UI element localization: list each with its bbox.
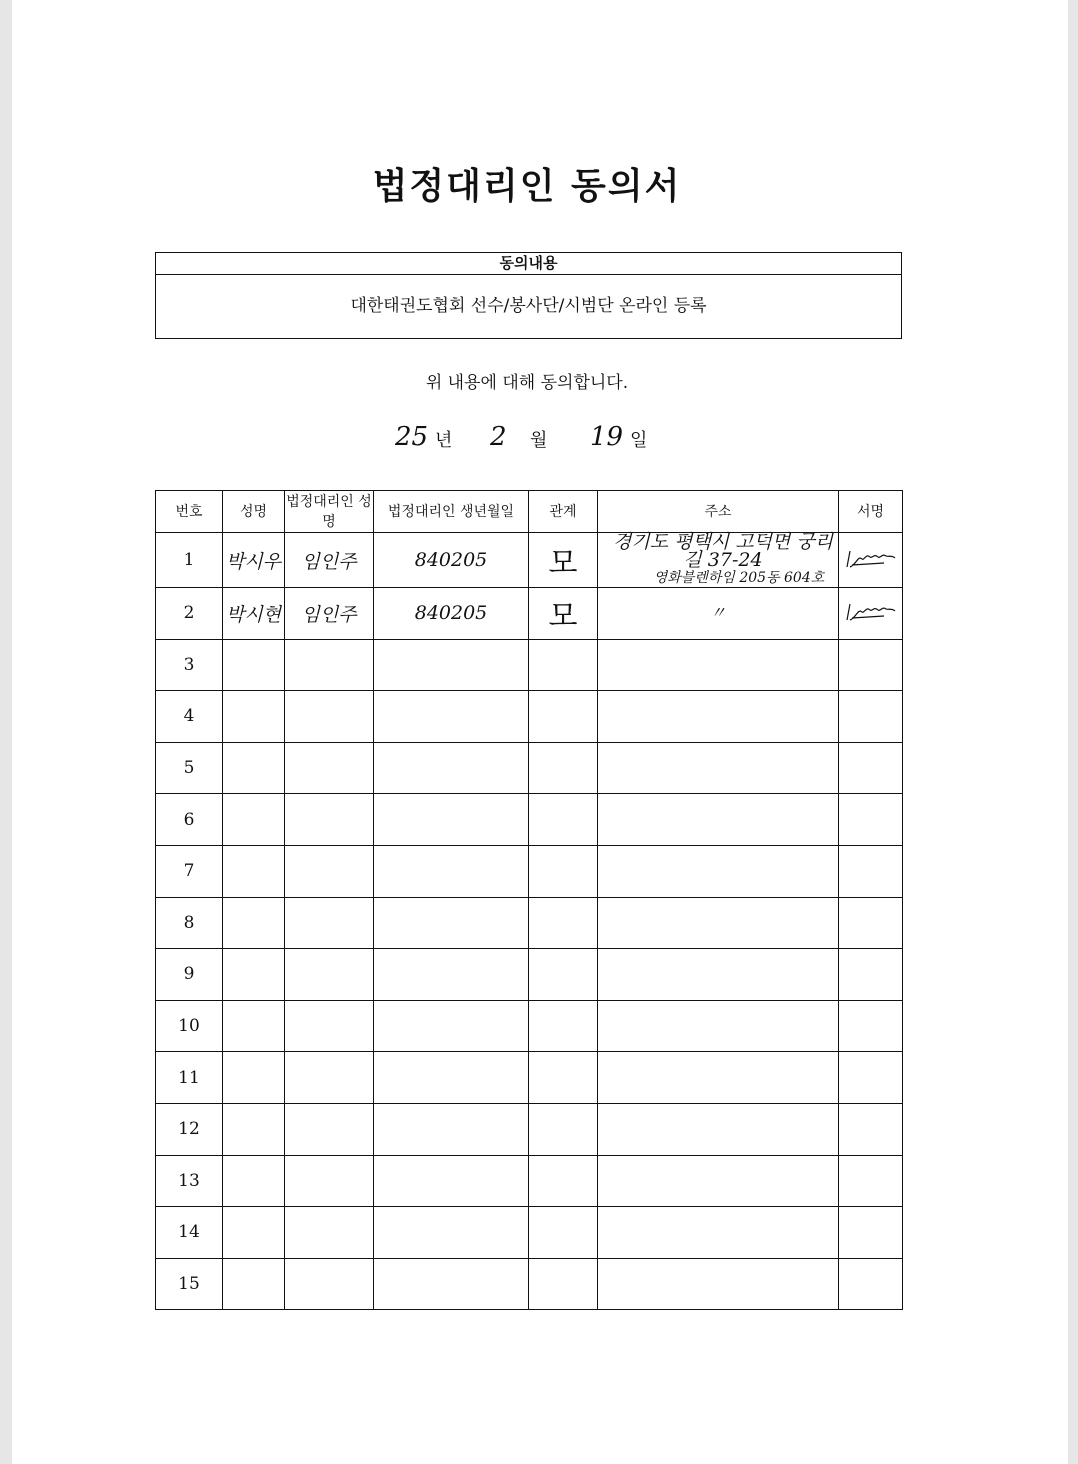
cell-number (156, 639, 223, 691)
cell-relation (529, 533, 598, 588)
cell-signature (839, 845, 903, 897)
row-number: 6 (183, 809, 195, 830)
cell-guardian-birth (374, 639, 529, 691)
table-row (156, 742, 903, 794)
cell-signature (839, 1000, 903, 1052)
cell-name (223, 897, 285, 949)
table-row (156, 845, 903, 897)
date-month: 2 (490, 422, 507, 452)
cell-number (156, 691, 223, 743)
cell-guardian-birth (374, 588, 529, 640)
cell-guardian-birth (374, 1207, 529, 1259)
cell-address (598, 794, 839, 846)
cell-number (156, 1258, 223, 1310)
cell-guardian-birth (374, 1258, 529, 1310)
row-number: 3 (183, 654, 195, 675)
address-line-2: 영화블렌하임 205동 604호 (653, 570, 825, 586)
cell-number (156, 949, 223, 1001)
cell-signature (839, 1207, 903, 1259)
row-number: 4 (183, 706, 195, 727)
cell-guardian-birth (374, 533, 529, 588)
cell-relation (529, 845, 598, 897)
cell-number (156, 794, 223, 846)
consent-body: 대한태권도협회 선수/봉사단/시범단 온라인 등록 (350, 296, 707, 316)
cell-signature (839, 742, 903, 794)
cell-number (156, 1207, 223, 1259)
row-number: 11 (178, 1067, 200, 1088)
table-row (156, 1258, 903, 1310)
header-name: 성명 (223, 491, 285, 533)
cell-signature (839, 639, 903, 691)
cell-address (598, 897, 839, 949)
cell-signature (839, 794, 903, 846)
cell-guardian-birth (374, 1103, 529, 1155)
guardian-name: 임인주 (301, 550, 357, 573)
cell-signature (839, 1103, 903, 1155)
cell-signature (839, 949, 903, 1001)
cell-name (223, 949, 285, 1001)
table-row (156, 1207, 903, 1259)
cell-guardian-name (285, 1258, 374, 1310)
table-row (156, 1103, 903, 1155)
cell-guardian-birth (374, 897, 529, 949)
cell-number (156, 1052, 223, 1104)
roster-table (155, 490, 903, 1310)
cell-name (223, 1207, 285, 1259)
cell-number (156, 845, 223, 897)
cell-guardian-name (285, 845, 374, 897)
cell-signature (839, 533, 903, 588)
header-guardian-name: 법정대리인 성명 (285, 491, 374, 533)
cell-address (598, 1258, 839, 1310)
cell-number (156, 588, 223, 640)
cell-address (598, 845, 839, 897)
row-number: 9 (183, 964, 195, 985)
table-row (156, 1155, 903, 1207)
cell-relation (529, 1052, 598, 1104)
cell-relation (529, 1155, 598, 1207)
cell-name (223, 845, 285, 897)
row-number: 15 (178, 1274, 200, 1295)
address-line-1: 경기도 평택시 고덕면 궁리길 37-24 (612, 531, 833, 571)
cell-relation (529, 691, 598, 743)
table-row (156, 949, 903, 1001)
cell-signature (839, 588, 903, 640)
cell-signature (839, 1258, 903, 1310)
cell-number (156, 1155, 223, 1207)
table-header-row (156, 491, 903, 533)
cell-guardian-birth (374, 794, 529, 846)
cell-name (223, 1155, 285, 1207)
cell-number (156, 742, 223, 794)
cell-guardian-birth (374, 1000, 529, 1052)
cell-guardian-name (285, 639, 374, 691)
header-address: 주소 (598, 491, 839, 533)
cell-address (598, 639, 839, 691)
header-signature: 서명 (839, 491, 903, 533)
row-number: 1 (183, 550, 195, 570)
cell-number (156, 897, 223, 949)
cell-guardian-name (285, 1207, 374, 1259)
date-day-unit: 일 (630, 430, 648, 451)
row-number: 14 (178, 1222, 200, 1243)
agree-statement: 위 내용에 대해 동의합니다. (425, 373, 629, 393)
cell-relation (529, 897, 598, 949)
cell-guardian-birth (374, 742, 529, 794)
cell-relation (529, 742, 598, 794)
cell-relation (529, 588, 598, 640)
cell-relation (529, 1207, 598, 1259)
row-number: 5 (183, 758, 195, 779)
cell-signature (839, 1052, 903, 1104)
table-row (156, 588, 903, 640)
signing-date (385, 418, 685, 458)
cell-guardian-name (285, 794, 374, 846)
cell-address (598, 1207, 839, 1259)
cell-address (598, 1155, 839, 1207)
cell-guardian-birth (374, 1155, 529, 1207)
cell-relation (529, 949, 598, 1001)
row-number: 10 (178, 1016, 200, 1037)
cell-address (598, 949, 839, 1001)
row-number: 13 (178, 1170, 200, 1191)
relation: 모 (548, 546, 578, 581)
cell-relation (529, 639, 598, 691)
cell-guardian-name (285, 742, 374, 794)
header-relation: 관계 (529, 491, 598, 533)
table-row (156, 533, 903, 588)
cell-guardian-name (285, 588, 374, 640)
cell-relation (529, 1000, 598, 1052)
row-number: 12 (178, 1119, 200, 1140)
cell-address (598, 1000, 839, 1052)
cell-name (223, 1000, 285, 1052)
cell-guardian-name (285, 691, 374, 743)
handwritten-signature (844, 609, 898, 629)
cell-address (598, 533, 839, 588)
guardian-birth: 840205 (414, 549, 488, 571)
cell-signature (839, 691, 903, 743)
cell-relation (529, 1258, 598, 1310)
cell-relation (529, 1103, 598, 1155)
row-number: 8 (183, 912, 195, 933)
cell-guardian-birth (374, 845, 529, 897)
cell-name (223, 794, 285, 846)
address-line-1: 〃 (709, 603, 726, 623)
cell-signature (839, 897, 903, 949)
guardian-birth: 840205 (414, 602, 488, 625)
table-row (156, 639, 903, 691)
row-number: 7 (183, 861, 195, 882)
date-month-unit: 월 (530, 430, 548, 451)
table-row (156, 691, 903, 743)
cell-name (223, 1103, 285, 1155)
cell-guardian-name (285, 949, 374, 1001)
cell-signature (839, 1155, 903, 1207)
cell-guardian-birth (374, 1052, 529, 1104)
cell-address (598, 588, 839, 640)
cell-guardian-name (285, 1155, 374, 1207)
cell-name (223, 1052, 285, 1104)
cell-address (598, 1052, 839, 1104)
cell-guardian-name (285, 897, 374, 949)
row-number: 2 (183, 603, 195, 624)
cell-name (223, 533, 285, 588)
handwritten-signature (844, 556, 898, 576)
cell-guardian-name (285, 1103, 374, 1155)
cell-guardian-name (285, 1052, 374, 1104)
cell-name (223, 742, 285, 794)
date-year-unit: 년 (435, 430, 453, 451)
cell-guardian-name (285, 533, 374, 588)
cell-guardian-birth (374, 691, 529, 743)
guardian-name: 임인주 (301, 603, 357, 626)
table-row (156, 897, 903, 949)
cell-address (598, 691, 839, 743)
table-row (156, 1052, 903, 1104)
cell-name (223, 639, 285, 691)
consent-header: 동의내용 (156, 253, 901, 275)
date-day: 19 (590, 422, 624, 452)
header-number: 번호 (156, 491, 223, 533)
cell-number (156, 1103, 223, 1155)
cell-name (223, 691, 285, 743)
header-guardian-birth: 법정대리인 생년월일 (374, 491, 529, 533)
consent-box (155, 252, 902, 339)
table-row (156, 1000, 903, 1052)
cell-address (598, 1103, 839, 1155)
date-year: 25 (395, 422, 429, 452)
cell-relation (529, 794, 598, 846)
roster-body (156, 533, 903, 1310)
cell-name (223, 1258, 285, 1310)
cell-number (156, 1000, 223, 1052)
relation: 모 (548, 599, 578, 635)
cell-guardian-name (285, 1000, 374, 1052)
table-row (156, 794, 903, 846)
cell-name (223, 588, 285, 640)
cell-address (598, 742, 839, 794)
cell-guardian-birth (374, 949, 529, 1001)
student-name: 박시우 (225, 550, 282, 573)
student-name: 박시현 (225, 603, 282, 626)
document-title: 법정대리인 동의서 (372, 166, 682, 207)
cell-number (156, 533, 223, 588)
